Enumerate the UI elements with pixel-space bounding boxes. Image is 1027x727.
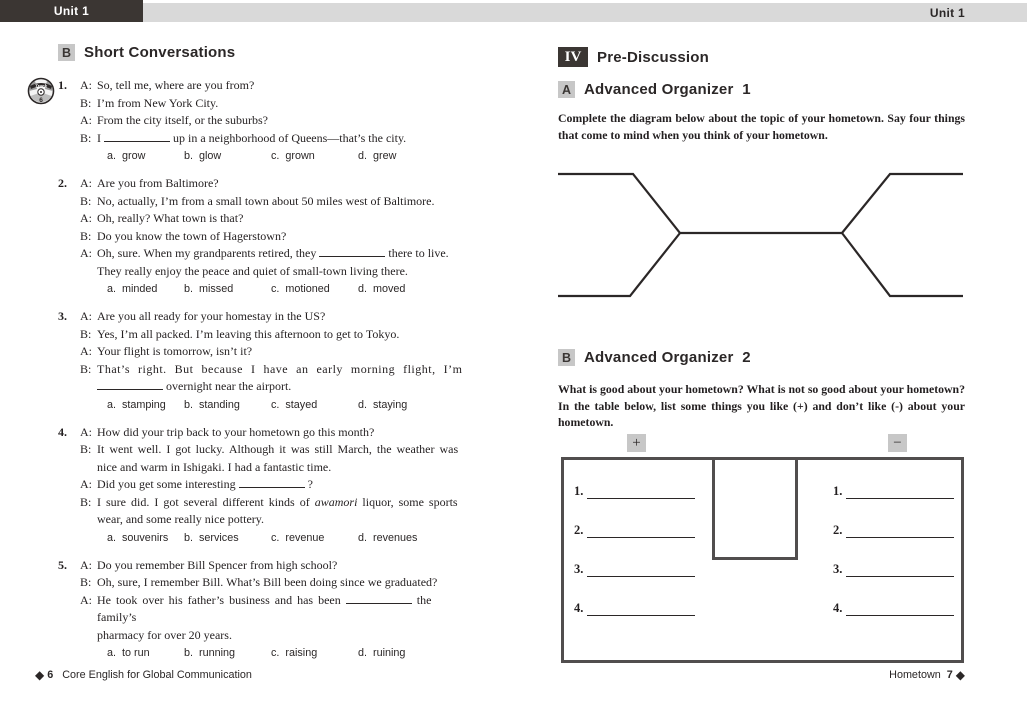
- option-c[interactable]: c. motioned: [271, 283, 330, 295]
- item-number: [58, 627, 80, 645]
- row-number: 2.: [574, 523, 584, 537]
- organizer-b-heading: [558, 349, 751, 366]
- speaker-label: A:: [80, 557, 92, 572]
- option-d[interactable]: d. grew: [358, 150, 397, 162]
- row-number: 4.: [833, 601, 843, 615]
- item-number: 5.: [58, 557, 67, 572]
- option-a[interactable]: a. minded: [107, 283, 158, 295]
- dialogue-line: [58, 592, 470, 627]
- unit-tab-right: [930, 3, 1027, 22]
- table-row: [833, 484, 954, 499]
- option-d[interactable]: d. revenues: [358, 531, 418, 544]
- dialogue-text: How did your trip back to your hometown go this month?: [97, 424, 375, 439]
- section-roman-box: IV: [558, 47, 588, 67]
- option-a[interactable]: a. grow: [107, 150, 146, 162]
- table-row: [833, 562, 954, 577]
- dialogue-text: I’m from New York City.: [97, 95, 219, 110]
- item-number: [58, 459, 80, 477]
- dialogue-text: I sure did. I got several different kinds of awamori liquor, some sports: [97, 494, 458, 509]
- conversation-item: [58, 308, 470, 415]
- answer-line[interactable]: [587, 485, 695, 499]
- dialogue-text: Are you from Baltimore?: [97, 176, 219, 190]
- speaker-label: A:: [80, 424, 92, 439]
- item-number: [58, 210, 80, 228]
- answer-options: [58, 399, 470, 415]
- fill-in-blank[interactable]: [97, 378, 163, 390]
- row-number: 4.: [574, 601, 584, 615]
- dialogue-line: [58, 245, 470, 263]
- speaker-label: [80, 511, 97, 529]
- item-number: [58, 95, 80, 113]
- speaker-label: B:: [80, 130, 92, 145]
- speaker-label: [80, 378, 97, 396]
- speaker-label: A:: [80, 592, 92, 607]
- speaker-label: B:: [80, 228, 92, 243]
- speaker-label: B:: [80, 442, 92, 456]
- audio-track-icon: [27, 77, 55, 105]
- organizer-a-letter-box: A: [558, 81, 575, 98]
- dialogue-text: That’s right. But because I have an early morning flight, I’m: [97, 361, 463, 376]
- dialogue-line: [58, 210, 470, 228]
- speaker-label: A:: [80, 211, 92, 225]
- dialogue-text: He took over his father’s business and has been the family’s: [97, 592, 432, 624]
- dialogue-line: [58, 77, 470, 95]
- dialogue-line: [58, 263, 470, 281]
- option-c[interactable]: c. raising: [271, 647, 318, 659]
- option-c[interactable]: c. grown: [271, 150, 315, 162]
- conversations: [58, 77, 470, 672]
- item-number: [58, 326, 80, 344]
- speaker-label: B:: [80, 494, 92, 509]
- dialogue-text: Your flight is tomorrow, isn’t it?: [97, 344, 253, 358]
- conversation-item: [58, 77, 470, 166]
- table-inner-box: [712, 460, 798, 560]
- dialogue-line: [58, 459, 470, 477]
- dialogue-line: [58, 343, 470, 361]
- speaker-label: B:: [80, 326, 92, 341]
- fill-in-blank[interactable]: [319, 245, 385, 257]
- dialogue-text: Are you all ready for your homestay in the US?: [97, 309, 326, 323]
- speaker-label: A:: [80, 176, 92, 190]
- dialogue-text: nice and warm in Ishigaki. I had a fantastic time.: [97, 459, 332, 474]
- answer-line[interactable]: [846, 485, 954, 499]
- dialogue-line: [58, 175, 470, 193]
- item-number: [58, 592, 80, 627]
- conversation-item: [58, 175, 470, 299]
- item-number: [58, 378, 80, 396]
- table-row: [574, 484, 695, 499]
- item-number: [58, 574, 80, 592]
- section-iv-heading: [558, 47, 709, 67]
- dialogue-text: pharmacy for over 20 years.: [97, 627, 232, 642]
- answer-options: [58, 283, 470, 299]
- option-c[interactable]: c. stayed: [271, 398, 318, 411]
- option-b[interactable]: b. glow: [184, 150, 222, 162]
- organizer-b-letter-box: B: [558, 349, 575, 366]
- dialogue-line: [58, 308, 470, 326]
- dialogue-text: I up in a neighborhood of Queens—that’s the city.: [97, 130, 407, 145]
- section-b-heading: [58, 44, 235, 61]
- option-b[interactable]: b. standing: [184, 398, 240, 411]
- speaker-label: [80, 459, 97, 477]
- item-number: 2.: [58, 176, 67, 190]
- item-number: [58, 511, 80, 529]
- dialogue-line: [58, 95, 470, 113]
- table-row: [833, 523, 954, 538]
- speaker-label: A:: [80, 113, 92, 127]
- brainstorm-diagram: [556, 168, 966, 302]
- diamond-icon: ◆: [955, 668, 965, 682]
- fill-in-blank[interactable]: [239, 476, 305, 488]
- option-c[interactable]: c. revenue: [271, 531, 325, 544]
- option-b[interactable]: b. missed: [184, 283, 234, 295]
- left-footer-text: Core English for Global Communication: [62, 669, 252, 681]
- dialogue-text: From the city itself, or the suburbs?: [97, 113, 268, 127]
- conversation-item: [58, 424, 470, 548]
- answer-line[interactable]: [587, 563, 695, 577]
- organizer-a-title: Advanced Organizer 1: [584, 81, 751, 98]
- answer-line[interactable]: [846, 563, 954, 577]
- item-number: 1.: [58, 78, 67, 92]
- item-number: [58, 476, 80, 494]
- option-d[interactable]: d. moved: [358, 283, 406, 295]
- answer-options: [58, 150, 470, 166]
- speaker-label: B:: [80, 361, 92, 376]
- left-page-footer: [35, 669, 252, 681]
- answer-options: [58, 532, 470, 548]
- answer-options: [58, 647, 470, 663]
- item-number: [58, 494, 80, 512]
- dialogue-line: [58, 511, 470, 529]
- answer-line[interactable]: [587, 602, 695, 616]
- row-number: 3.: [833, 562, 843, 576]
- dialogue-text: It went well. I got lucky. Although it was still March, the weather was: [97, 442, 459, 456]
- diamond-icon: ◆: [35, 668, 45, 682]
- row-number: 1.: [833, 484, 843, 498]
- table-row: [833, 601, 954, 616]
- option-d[interactable]: d. staying: [358, 398, 408, 411]
- option-d[interactable]: d. ruining: [358, 647, 406, 659]
- item-number: [58, 361, 80, 379]
- dialogue-text: Do you know the town of Hagerstown?: [97, 228, 287, 243]
- row-number: 1.: [574, 484, 584, 498]
- unit-tab-left: [0, 0, 143, 22]
- dialogue-line: [58, 361, 470, 379]
- fill-in-blank[interactable]: [346, 592, 412, 604]
- svg-text:6: 6: [39, 97, 43, 104]
- option-b[interactable]: b. services: [184, 531, 239, 544]
- dialogue-line: [58, 441, 470, 459]
- dialogue-line: [58, 326, 470, 344]
- item-number: 4.: [58, 424, 67, 439]
- table-row: [574, 523, 695, 538]
- dialogue-line: [58, 112, 470, 130]
- answer-line[interactable]: [846, 602, 954, 616]
- dialogue-text: So, tell me, where are you from?: [97, 78, 255, 92]
- item-number: [58, 228, 80, 246]
- speaker-label: A:: [80, 78, 92, 92]
- speaker-label: B:: [80, 193, 92, 208]
- dialogue-line: [58, 627, 470, 645]
- option-a[interactable]: a. to run: [107, 647, 150, 659]
- unit-label-left: Unit 1: [53, 4, 90, 18]
- dialogue-line: [58, 228, 470, 246]
- section-iv-title: Pre-Discussion: [597, 48, 710, 66]
- right-page-number: 7: [946, 669, 953, 681]
- item-number: [58, 130, 80, 148]
- organizer-b-title: Advanced Organizer 2: [584, 349, 751, 366]
- item-number: [58, 343, 80, 361]
- speaker-label: A:: [80, 309, 92, 323]
- dialogue-line: [58, 494, 470, 512]
- unit-label-right: Unit 1: [929, 5, 965, 20]
- dialogue-line: [58, 193, 470, 211]
- row-number: 2.: [833, 523, 843, 537]
- speaker-label: A:: [80, 344, 92, 358]
- conversation-item: [58, 557, 470, 664]
- right-page-footer: [889, 669, 965, 681]
- item-number: [58, 441, 80, 459]
- speaker-label: [80, 627, 97, 645]
- item-number: [58, 245, 80, 263]
- dialogue-line: [58, 476, 470, 494]
- organizer-a-heading: [558, 81, 751, 98]
- dialogue-line: [58, 574, 470, 592]
- dialogue-text: Do you remember Bill Spencer from high school?: [97, 557, 338, 572]
- item-number: [58, 263, 80, 281]
- item-number: 3.: [58, 309, 67, 323]
- left-page-number: 6: [47, 669, 54, 681]
- section-title: Short Conversations: [84, 44, 236, 61]
- dialogue-text: wear, and some really nice pottery.: [97, 512, 265, 526]
- organizer-a-instructions: Complete the diagram below about the topic of your hometown. Say four things that come to mind when you think of your hometown.: [558, 111, 965, 142]
- answer-line[interactable]: [846, 524, 954, 538]
- table-row: [574, 562, 695, 577]
- chapter-name: Hometown: [889, 669, 941, 681]
- header-band: [0, 3, 1027, 22]
- dialogue-text: No, actually, I’m from a small town about 50 miles west of Baltimore.: [97, 193, 435, 208]
- row-number: 3.: [574, 562, 584, 576]
- dialogue-text: Yes, I’m all packed. I’m leaving this afternoon to get to Tokyo.: [97, 326, 400, 341]
- option-a[interactable]: a. souvenirs: [107, 531, 169, 544]
- dialogue-line: [58, 130, 470, 148]
- dialogue-line: [58, 378, 470, 396]
- dialogue-text: overnight near the airport.: [97, 378, 470, 396]
- speaker-label: [80, 263, 97, 281]
- speaker-label: B:: [80, 575, 92, 589]
- dialogue-line: [58, 424, 470, 442]
- fill-in-blank[interactable]: [104, 130, 170, 142]
- answer-line[interactable]: [587, 524, 695, 538]
- table-row: [574, 601, 695, 616]
- item-number: [58, 112, 80, 130]
- dialogue-text: Oh, really? What town is that?: [97, 211, 244, 225]
- option-a[interactable]: a. stamping: [107, 398, 166, 411]
- dialogue-text: Oh, sure, I remember Bill. What’s Bill been doing since we graduated?: [97, 575, 438, 589]
- minus-column-label: −: [888, 434, 907, 452]
- speaker-label: A:: [80, 477, 92, 491]
- speaker-label: B:: [80, 95, 92, 110]
- organizer-table: [561, 457, 964, 663]
- option-b[interactable]: b. running: [184, 647, 236, 659]
- dialogue-text: They really enjoy the peace and quiet of small-town living there.: [97, 263, 408, 278]
- dialogue-line: [58, 557, 470, 575]
- svg-text:Track: Track: [34, 83, 48, 89]
- section-letter-box: B: [58, 44, 75, 61]
- speaker-label: A:: [80, 246, 92, 260]
- dialogue-text: Oh, sure. When my grandparents retired, they there to live.: [97, 246, 449, 260]
- item-number: [58, 193, 80, 211]
- plus-column-label: +: [627, 434, 646, 452]
- organizer-b-instructions: What is good about your hometown? What is not so good about your hometown? In the table below, list some things you like (+) and don’t like (-) about your hometown.: [558, 382, 965, 429]
- dialogue-text: Did you get some interesting ?: [97, 477, 313, 491]
